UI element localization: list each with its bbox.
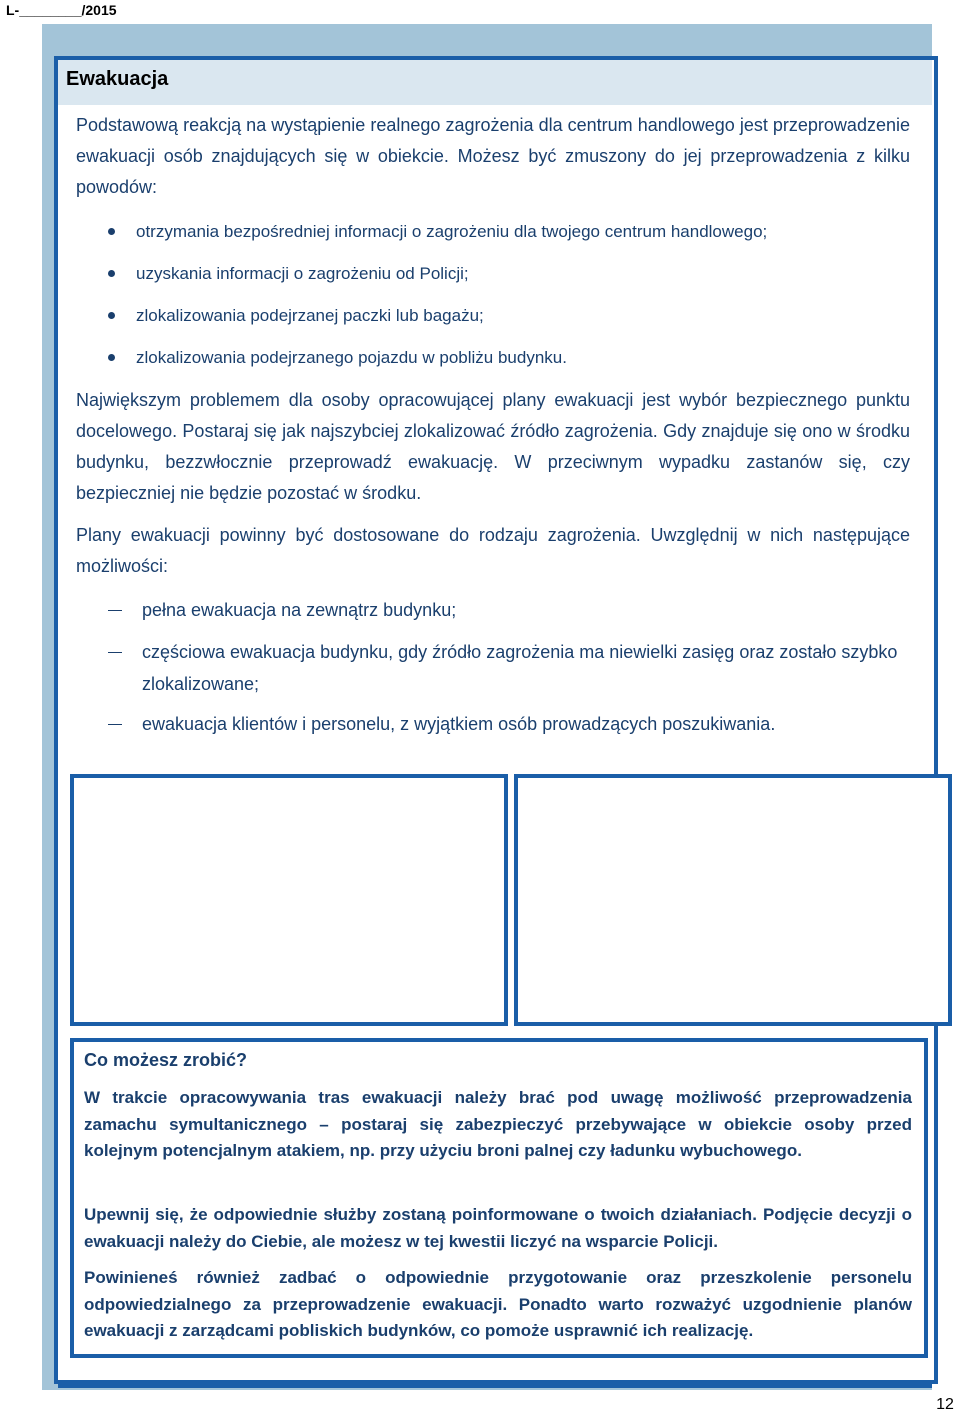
bullet-icon <box>108 354 115 361</box>
bullet-icon <box>108 270 115 277</box>
bullet-icon <box>108 312 115 319</box>
intro-paragraph: Podstawową reakcją na wystąpienie realnego zagrożenia dla centrum handlowego jest przeprowadzenie ewakuacji osób znajdujących się w obiekcie. Możesz być zmuszony do jej przeprowadzenia z kilku powodów: <box>76 115 910 197</box>
callout-title: Co możesz zrobić? <box>84 1050 248 1070</box>
list-item <box>108 300 767 342</box>
image-area <box>74 778 504 1022</box>
list-item <box>108 258 767 300</box>
problem-paragraph: Największym problemem dla osoby opracowującej plany ewakuacji jest wybór bezpiecznego punktu docelowego. Postaraj się jak najszybciej zlokalizować źródło zagrożenia. Gdy znajduje się ono w środku budynku, bezzwłocznie przeprowadź ewakuację. W przeciwnym wypadku zastanów się, czy bezpieczniej nie będzie pozostać w środku. <box>76 390 910 503</box>
section-title: Ewakuacja <box>66 68 169 90</box>
plans-paragraph: Plany ewakuacji powinny być dostosowane do rodzaju zagrożenia. Uwzględnij w nich następujące możliwości: <box>76 525 910 576</box>
evacuation-options-list <box>108 594 918 750</box>
image-placeholder-left <box>70 774 508 1026</box>
list-item-text: uzyskania informacji o zagrożeniu od Policji; <box>136 264 469 283</box>
list-item-text: ewakuacja klientów i personelu, z wyjątkiem osób prowadzących poszukiwania. <box>142 714 776 734</box>
page-number: 12 <box>936 1396 954 1413</box>
callout-paragraph-1: W trakcie opracowywania tras ewakuacji należy brać pod uwagę możliwość przeprowadzenia zamachu symultanicznego – postaraj się zabezpieczyć przebywające w obiekcie osoby przed kolejnym potencjalnym atakiem, np. przy użyciu broni palnej czy ładunku wybuchowego. <box>84 1088 912 1160</box>
dash-icon <box>108 652 122 653</box>
reasons-list <box>108 216 767 384</box>
list-item-text: zlokalizowania podejrzanej paczki lub bagażu; <box>136 306 484 325</box>
list-item <box>108 594 918 626</box>
list-item-text: pełna ewakuacja na zewnątrz budynku; <box>142 600 457 620</box>
list-item <box>108 216 767 258</box>
bullet-icon <box>108 228 115 235</box>
list-item-text: zlokalizowania podejrzanego pojazdu w pobliżu budynku. <box>136 348 567 367</box>
image-area <box>518 778 948 1022</box>
callout-paragraph-3: Powinieneś również zadbać o odpowiednie przygotowanie oraz przeszkolenie personelu odpowiedzialnego za przeprowadzenie ewakuacji. Ponadto warto rozważyć uzgodnienie planów ewakuacji z zarządcami pobliskich budynków, co pomoże usprawnić ich realizację. <box>84 1268 912 1340</box>
section-title-bar <box>58 60 932 105</box>
document-reference: L-________/2015 <box>6 2 117 18</box>
list-item <box>108 342 767 384</box>
list-item-text: otrzymania bezpośredniej informacji o zagrożeniu dla twojego centrum handlowego; <box>136 222 768 241</box>
list-item <box>108 708 918 740</box>
callout-paragraph-2: Upewnij się, że odpowiednie służby zostaną poinformowane o twoich działaniach. Podjęcie decyzji o ewakuacji należy do Ciebie, ale możesz w tej kwestii liczyć na wsparcie Policji. <box>84 1205 912 1251</box>
image-placeholder-right <box>514 774 952 1026</box>
dash-icon <box>108 610 122 611</box>
dash-icon <box>108 724 122 725</box>
frame-bottom-border <box>58 1384 932 1388</box>
list-item <box>108 636 918 700</box>
list-item-text: częściowa ewakuacja budynku, gdy źródło zagrożenia ma niewielki zasięg oraz zostało szybko zlokalizowane; <box>142 642 898 694</box>
